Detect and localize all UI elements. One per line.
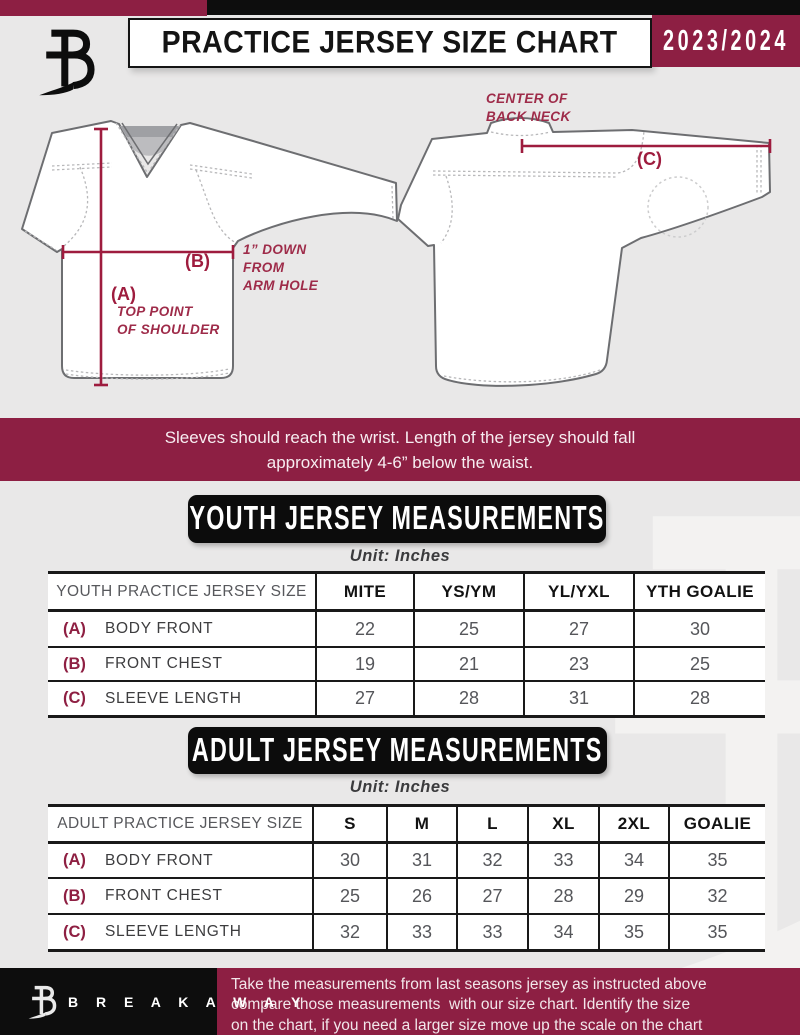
table-cell: 35 (668, 844, 765, 877)
table-cell: 30 (633, 612, 765, 646)
table-cell: 27 (315, 682, 413, 715)
table-cell: 34 (598, 844, 668, 877)
table-cell: 31 (523, 682, 633, 715)
table-row (48, 913, 765, 949)
table-row (48, 844, 765, 877)
back-c-note: CENTER OF BACK NECK (486, 91, 571, 124)
footer-note-line-2: compare those measurements with our size chart. Identify the size (231, 996, 691, 1014)
table-cell: 35 (668, 915, 765, 949)
youth-size-table (48, 571, 765, 718)
front-b-key: (B) (185, 251, 210, 271)
table-cell: 29 (598, 879, 668, 913)
table-cell: 28 (413, 682, 523, 715)
table-cell: 33 (527, 844, 598, 877)
table-row (48, 646, 765, 680)
fit-instruction-banner (0, 418, 800, 481)
table-cell: 33 (386, 915, 456, 949)
table-cell: 35 (598, 915, 668, 949)
jersey-diagram (0, 0, 800, 430)
table-header-cell: YL/YXL (523, 574, 633, 609)
table-cell: 25 (413, 612, 523, 646)
table-header-cell: GOALIE (668, 807, 765, 841)
adult-section-heading: ADULT JERSEY MEASUREMENTS (188, 727, 607, 774)
adult-size-table (48, 804, 765, 952)
table-cell: 30 (312, 844, 386, 877)
table-cell: 31 (386, 844, 456, 877)
table-header-cell: S (312, 807, 386, 841)
table-header-cell: L (456, 807, 527, 841)
front-a-key: (A) (111, 284, 136, 304)
back-jersey-outline (398, 118, 770, 386)
front-b-note: 1” DOWN FROM ARM HOLE (243, 242, 319, 293)
table-cell: 26 (386, 879, 456, 913)
table-cell: 33 (456, 915, 527, 949)
footer-note-line-3: on the chart, if you need a larger size move up the scale on the chart (231, 1016, 703, 1034)
table-cell: 25 (312, 879, 386, 913)
row-label-cell: (B) FRONT CHEST (63, 654, 223, 673)
table-header-cell: YOUTH PRACTICE JERSEY SIZE (56, 582, 307, 600)
youth-unit-label: Unit: Inches (349, 547, 451, 565)
table-header-cell: ADULT PRACTICE JERSEY SIZE (57, 815, 303, 832)
table-cell: 28 (633, 682, 765, 715)
table-cell: 21 (413, 648, 523, 680)
adult-unit-label: Unit: Inches (349, 778, 451, 796)
table-header-cell: M (386, 807, 456, 841)
table-header-cell: XL (527, 807, 598, 841)
row-label-cell: (A) BODY FRONT (63, 851, 214, 869)
table-cell: 34 (527, 915, 598, 949)
table-header-row (48, 574, 765, 612)
row-label-cell: (C) SLEEVE LENGTH (63, 922, 242, 941)
table-cell: 32 (312, 915, 386, 949)
table-cell: 27 (523, 612, 633, 646)
season-label: 2023/2024 (663, 24, 789, 57)
breakaway-b-logo-footer-icon (27, 983, 59, 1021)
banner-line-1: Sleeves should reach the wrist. Length of the jersey should fall (164, 427, 636, 447)
back-c-key: (C) (637, 149, 662, 169)
table-header-cell: 2XL (598, 807, 668, 841)
row-label-cell: (B) FRONT CHEST (63, 886, 223, 905)
row-label-cell: (C) SLEEVE LENGTH (63, 689, 242, 707)
brand-wordmark: B R E A K A W A Y (68, 994, 308, 1010)
table-cell: 23 (523, 648, 633, 680)
table-header-cell: YS/YM (413, 574, 523, 609)
table-cell: 32 (456, 844, 527, 877)
table-row (48, 612, 765, 646)
table-cell: 22 (315, 612, 413, 646)
table-cell: 32 (668, 879, 765, 913)
footer-note-line-1: Take the measurements from last seasons jersey as instructed above (231, 976, 707, 993)
row-label-cell: (A) BODY FRONT (63, 619, 214, 638)
banner-line-2: approximately 4-6” below the waist. (266, 452, 534, 472)
table-row (48, 877, 765, 913)
front-a-note: TOP POINT OF SHOULDER (117, 304, 220, 337)
table-cell: 19 (315, 648, 413, 680)
table-cell: 28 (527, 879, 598, 913)
table-row (48, 680, 765, 715)
youth-section-heading: YOUTH JERSEY MEASUREMENTS (188, 495, 606, 543)
table-header-cell: YTH GOALIE (633, 574, 765, 609)
front-jersey-outline (22, 121, 397, 378)
page-title: PRACTICE JERSEY SIZE CHART (162, 25, 618, 60)
table-cell: 25 (633, 648, 765, 680)
table-header-row (48, 807, 765, 844)
table-cell: 27 (456, 879, 527, 913)
table-header-cell: MITE (315, 574, 413, 609)
